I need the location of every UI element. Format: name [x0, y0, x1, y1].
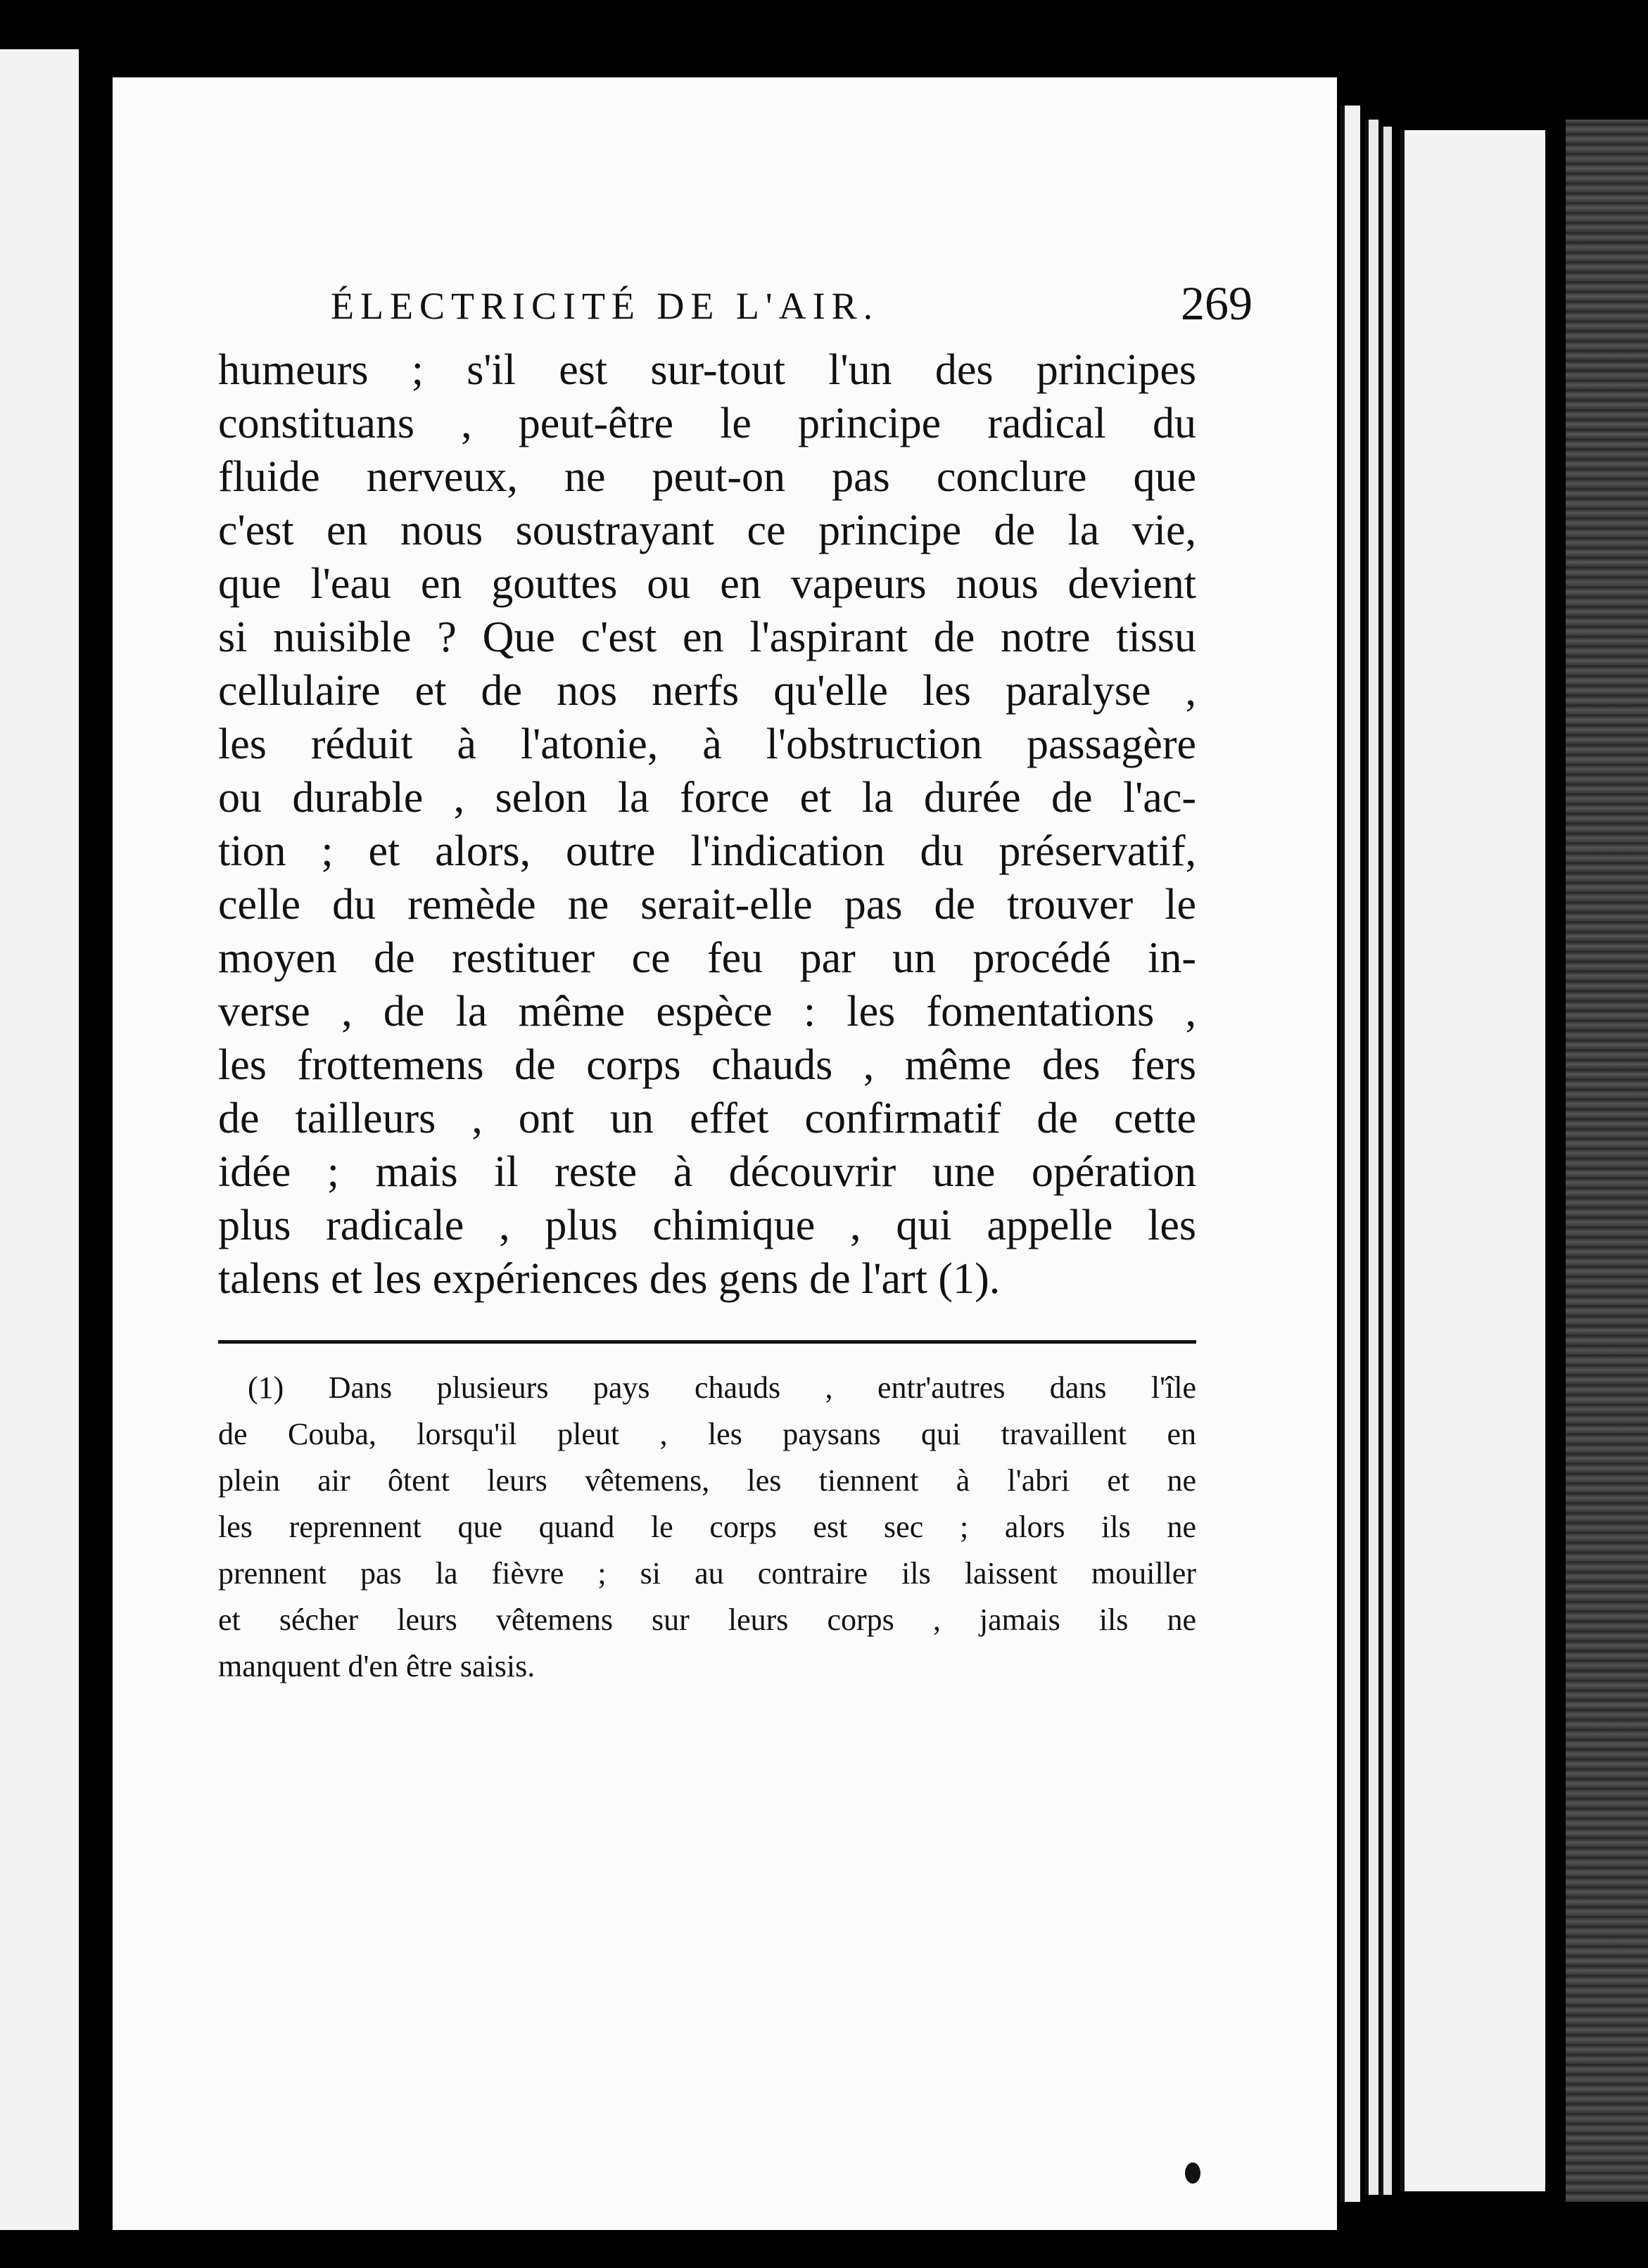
- text-line: tion ; et alors, outre l'indication du préservatif,: [218, 827, 1196, 875]
- footnote-rule: [218, 1340, 1196, 1344]
- text-line: talens et les expériences des gens de l'art (1).: [218, 1255, 1001, 1303]
- text-line: de tailleurs , ont un effet confirmatif de cette: [218, 1095, 1196, 1142]
- footnote-line: de Couba, lorsqu'il pleut , les paysans qui travaillent en: [218, 1417, 1196, 1451]
- footnote-line: les reprennent que quand le corps est sec ; alors ils ne: [218, 1510, 1196, 1544]
- text-line: cellulaire et de nos nerfs qu'elle les paralyse ,: [218, 667, 1196, 715]
- text-line: constituans , peut-être le principe radical du: [218, 400, 1196, 447]
- text-line: idée ; mais il reste à découvrir une opération: [218, 1148, 1196, 1196]
- page-edge: [1340, 106, 1360, 2202]
- page-number: 269: [1181, 276, 1253, 330]
- text-line: fluide nerveux, ne peut-on pas conclure que: [218, 453, 1196, 501]
- ink-spot: [1185, 2162, 1200, 2184]
- footnote-line: et sécher leurs vêtemens sur leurs corps , jamais ils ne: [218, 1603, 1196, 1637]
- body-text: [218, 343, 1196, 1306]
- text-line: moyen de restituer ce feu par un procédé in-: [218, 934, 1196, 982]
- facing-page-edge: [0, 49, 79, 2230]
- text-line: les réduit à l'atonie, à l'obstruction passagère: [218, 720, 1196, 768]
- footnote-line: prennent pas la fièvre ; si au contraire ils laissent mouiller: [218, 1556, 1196, 1591]
- text-line: ou durable , selon la force et la durée de l'ac-: [218, 774, 1196, 822]
- page-edge: [1381, 127, 1392, 2195]
- text-line: les frottemens de corps chauds , même des fers: [218, 1041, 1196, 1089]
- text-line: si nuisible ? Que c'est en l'aspirant de notre tissu: [218, 613, 1196, 661]
- footnote-line: plein air ôtent leurs vêtemens, les tiennent à l'abri et ne: [218, 1463, 1196, 1498]
- footnote: [218, 1365, 1196, 1690]
- book-page: [113, 77, 1337, 2230]
- next-page-edge: [1400, 130, 1545, 2191]
- footnote-line: manquent d'en être saisis.: [218, 1649, 535, 1683]
- page-edge: [1365, 120, 1378, 2195]
- text-line: celle du remède ne serait-elle pas de trouver le: [218, 881, 1196, 929]
- footnote-line: (1) Dans plusieurs pays chauds , entr'autres dans l'île: [248, 1370, 1196, 1405]
- text-line: verse , de la même espèce : les fomentations ,: [218, 988, 1196, 1036]
- text-line: c'est en nous soustrayant ce principe de la vie,: [218, 507, 1196, 554]
- book-spine-edge: [1566, 120, 1648, 2202]
- running-head: [331, 267, 1253, 345]
- text-line: que l'eau en gouttes ou en vapeurs nous devient: [218, 560, 1196, 608]
- running-head-title: ÉLECTRICITÉ DE L'AIR.: [331, 285, 880, 327]
- text-line: humeurs ; s'il est sur-tout l'un des principes: [218, 346, 1196, 394]
- text-line: plus radicale , plus chimique , qui appelle les: [218, 1202, 1196, 1249]
